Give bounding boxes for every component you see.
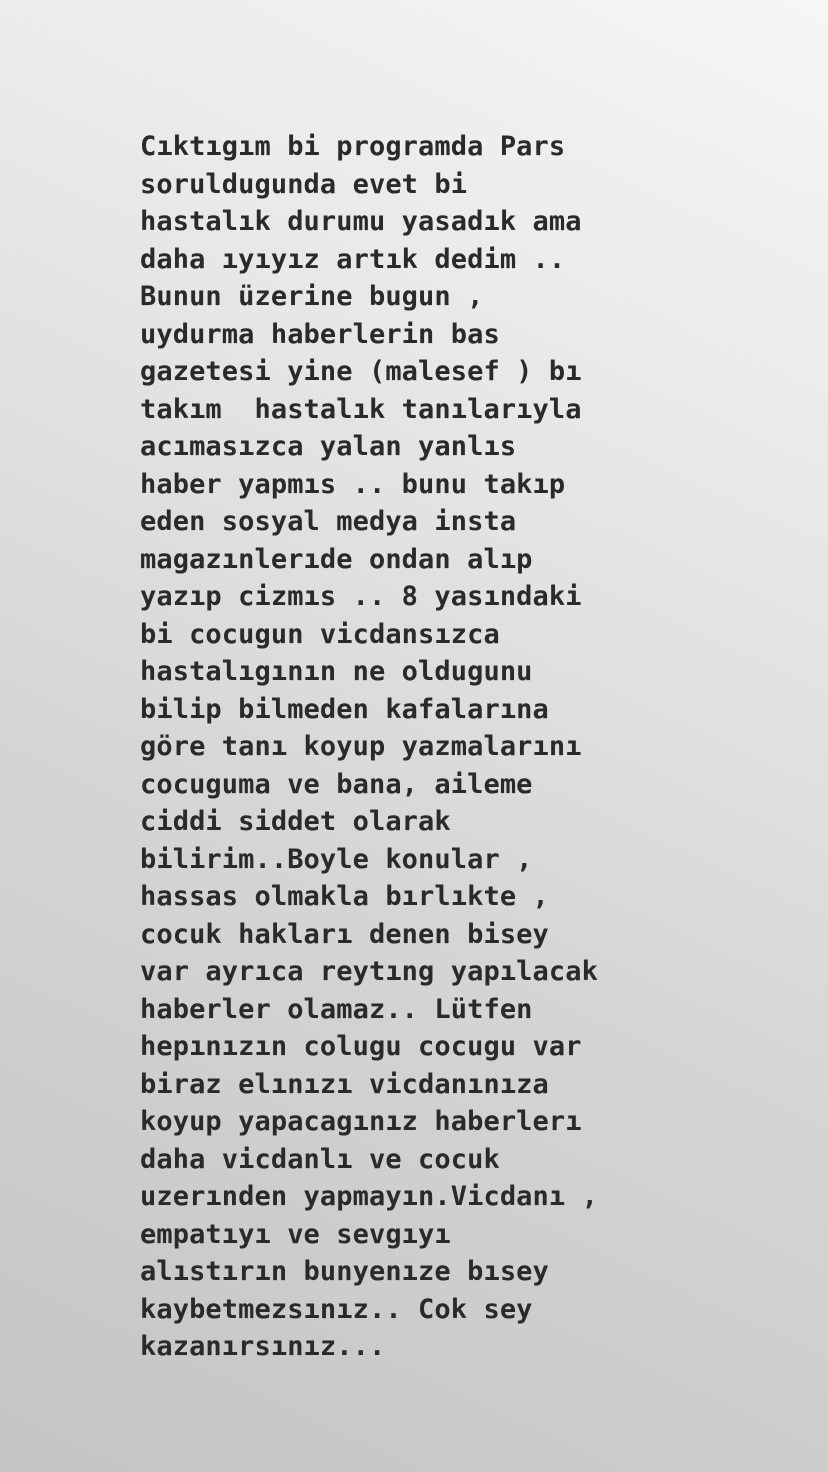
story-text: Cıktıgım bi programda Pars soruldugunda evet bi hastalık durumu yasadık ama daha ıyıyız artık dedim .. Bunun üzerine bugun , uydurma haberlerin bas gazetesi yine (malesef ) bı takım hastalık tanılarıyla acımasızca yalan yanlıs haber yapmıs .. bunu takıp eden sosyal medya insta magazınlerıde ondan alıp yazıp cizmıs .. 8 yasındaki bi cocugun vicdansızca hastalıgının ne oldugunu bilip bilmeden kafalarına göre tanı koyup yazmalarını cocuguma ve bana, aileme ciddi siddet olarak bilirim..Boyle konular , hassas olmakla bırlıkte , cocuk hakları denen bisey var ayrıca reytıng yapılacak haberler olamaz.. Lütfen hepınızın colugu cocugu var biraz elınızı vicdanınıza koyup yapacagınız haberlerı daha vicdanlı ve cocuk uzerınden yapmayın.Vicdanı , empatıyı ve sevgıyı alıstırın bunyenıze bısey kaybetmezsınız.. Cok sey kazanırsınız... <box>140 131 598 1362</box>
